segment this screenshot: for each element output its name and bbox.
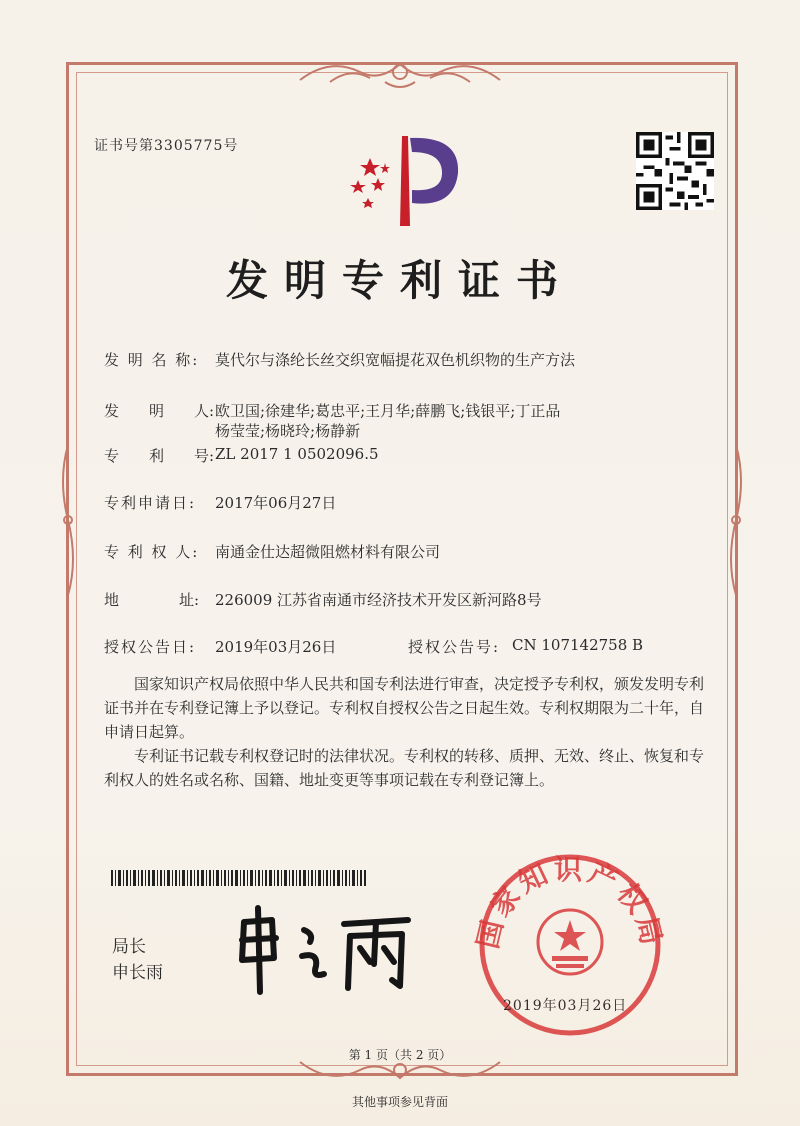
top-ornament	[290, 52, 510, 92]
director-title: 局长	[112, 937, 146, 957]
patent-number-value: ZL 2017 1 0502096.5	[215, 445, 379, 463]
grant-number-value: CN 107142758 B	[512, 636, 644, 654]
inventors-value-line1: 欧卫国;徐建华;葛忠平;王月华;薛鹏飞;钱银平;丁正品	[215, 402, 561, 420]
patentee-value: 南通金仕达超微阻燃材料有限公司	[215, 543, 441, 561]
grant-number-label: 授权公告号:	[408, 638, 501, 656]
address-value: 226009 江苏省南通市经济技术开发区新河路8号	[215, 591, 542, 609]
inventors-value-line2: 杨莹莹;杨晓玲;杨静新	[215, 422, 361, 440]
seal-text: 国家知识产权局	[470, 853, 670, 952]
barcode-icon	[111, 870, 366, 886]
patent-number-label: 专 利 号:	[104, 447, 215, 465]
statement-paragraph-1: 国家知识产权局依照中华人民共和国专利法进行审查，决定授予专利权，颁发发明专利证书并在专利登记簿上予以登记。专利权自授权公告之日起生效。专利权期限为二十年，自申请日起算。	[104, 675, 705, 741]
director-name: 申长雨	[112, 963, 163, 983]
invention-name-value: 莫代尔与涤纶长丝交织宽幅提花双色机织物的生产方法	[215, 351, 576, 369]
certificate-number: 证书号第3305775号	[94, 138, 239, 154]
director-signature	[232, 900, 422, 995]
qr-code-icon	[636, 132, 714, 210]
seal-date: 2019年03月26日	[503, 998, 628, 1014]
cnipa-logo-icon	[340, 118, 470, 228]
back-note: 其他事项参见背面	[351, 1095, 448, 1109]
grant-date-label: 授权公告日:	[104, 638, 197, 656]
address-label: 地 址:	[104, 591, 200, 609]
grant-date-value: 2019年03月26日	[215, 638, 337, 656]
invention-name-label: 发 明 名 称:	[104, 351, 200, 369]
patentee-label: 专 利 权 人:	[104, 543, 200, 561]
inventors-label: 发 明 人:	[104, 402, 215, 420]
filing-date-value: 2017年06月27日	[215, 494, 337, 512]
right-ornament	[724, 440, 748, 600]
left-ornament	[56, 440, 80, 600]
statement-paragraph-2: 专利证书记载专利权登记时的法律状况。专利权的转移、质押、无效、终止、恢复和专利权人的姓名或名称、国籍、地址变更等事项记载在专利登记簿上。	[104, 747, 705, 789]
filing-date-label: 专利申请日:	[104, 494, 197, 512]
certificate-title: 发明专利证书	[225, 256, 574, 305]
page-number: 第 1 页（共 2 页）	[348, 1048, 452, 1062]
